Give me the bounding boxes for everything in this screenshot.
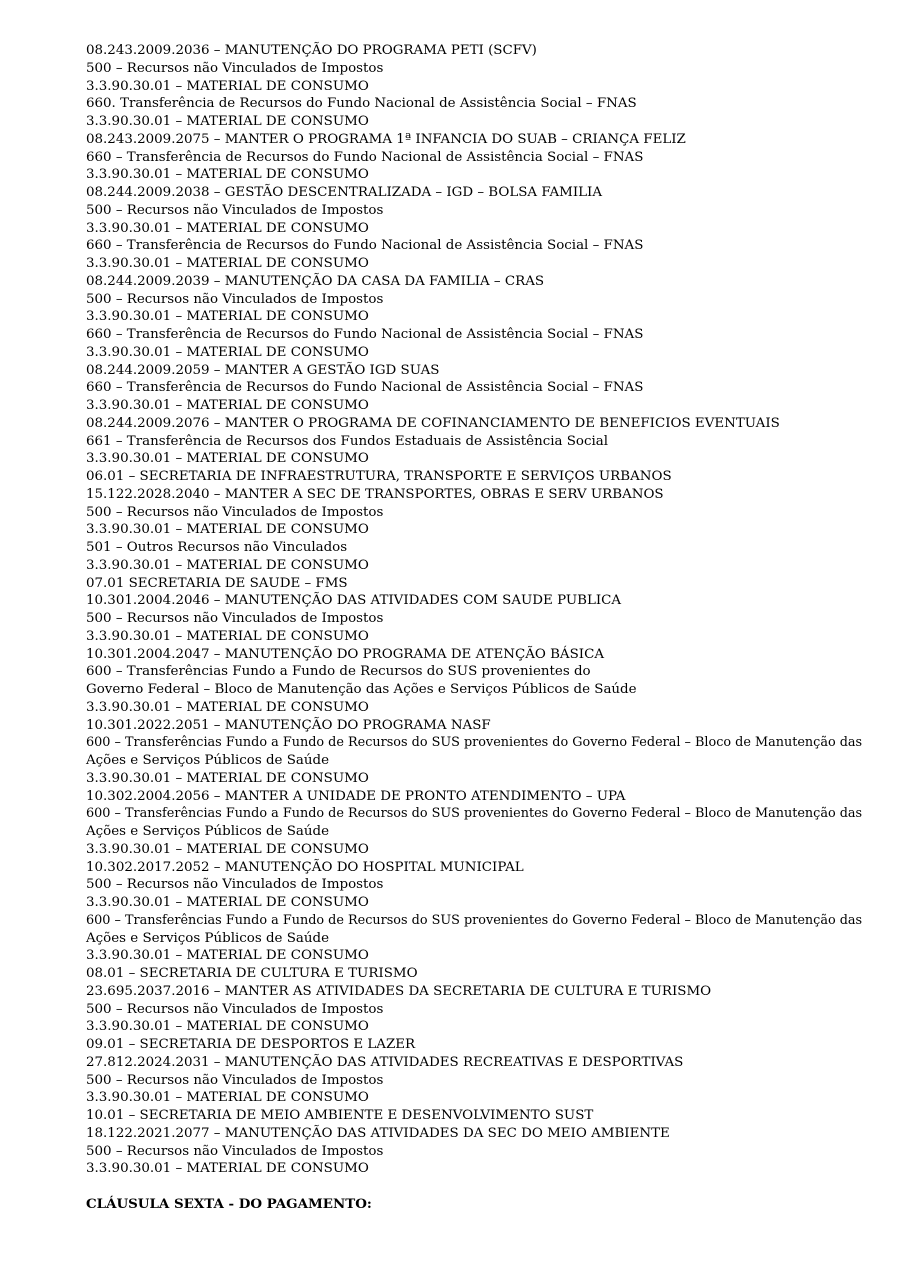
budget-allocation-list (86, 42, 866, 1178)
document-line: 3.3.90.30.01 – MATERIAL DE CONSUMO (86, 699, 369, 715)
document-line: 3.3.90.30.01 – MATERIAL DE CONSUMO (86, 78, 369, 94)
document-page (86, 42, 866, 1214)
document-line: 600 – Transferências Fundo a Fundo de Recursos do SUS provenientes do Governo Federal – Bloco de Manutenção das (86, 735, 863, 751)
document-line: 3.3.90.30.01 – MATERIAL DE CONSUMO (86, 167, 369, 183)
document-line: 3.3.90.30.01 – MATERIAL DE CONSUMO (86, 309, 369, 325)
document-line: 27.812.2024.2031 – MANUTENÇÃO DAS ATIVIDADES RECREATIVAS E DESPORTIVAS (86, 1054, 684, 1070)
document-line: 08.243.2009.2036 – MANUTENÇÃO DO PROGRAMA PETI (SCFV) (86, 43, 537, 58)
document-line: 08.244.2009.2038 – GESTÃO DESCENTRALIZADA – IGD – BOLSA FAMILIA (86, 185, 602, 200)
document-line: 08.244.2009.2039 – MANUTENÇÃO DA CASA DA FAMILIA – CRAS (86, 273, 545, 289)
document-line: 3.3.90.30.01 – MATERIAL DE CONSUMO (86, 770, 369, 786)
document-line: 660 – Transferência de Recursos do Fundo Nacional de Assistência Social – FNAS (86, 238, 644, 254)
document-line: 08.01 – SECRETARIA DE CULTURA E TURISMO (86, 966, 418, 981)
document-line: 3.3.90.30.01 – MATERIAL DE CONSUMO (86, 220, 369, 236)
document-line: 661 – Transferência de Recursos dos Fundos Estaduais de Assistência Social (86, 433, 608, 449)
document-line: 500 – Recursos não Vinculados de Impostos (86, 1001, 384, 1017)
document-line: 600 – Transferências Fundo a Fundo de Recursos do SUS provenientes do (86, 664, 591, 680)
clause-heading: CLÁUSULA SEXTA - DO PAGAMENTO: (86, 1196, 372, 1212)
document-line: 3.3.90.30.01 – MATERIAL DE CONSUMO (86, 1019, 369, 1035)
document-line: 660 – Transferência de Recursos do Fundo Nacional de Assistência Social – FNAS (86, 327, 644, 342)
document-line: 3.3.90.30.01 – MATERIAL DE CONSUMO (86, 398, 369, 413)
document-line: 600 – Transferências Fundo a Fundo de Recursos do SUS provenientes do Governo Federal – Bloco de Manutenção das (86, 912, 863, 928)
document-line: 10.302.2004.2056 – MANTER A UNIDADE DE PRONTO ATENDIMENTO – UPA (86, 788, 626, 804)
document-line: 06.01 – SECRETARIA DE INFRAESTRUTURA, TRANSPORTE E SERVIÇOS URBANOS (86, 469, 672, 484)
document-line: 10.301.2004.2046 – MANUTENÇÃO DAS ATIVIDADES COM SAUDE PUBLICA (86, 593, 622, 609)
document-line: 600 – Transferências Fundo a Fundo de Recursos do SUS provenientes do Governo Federal – Bloco de Manutenção das (86, 806, 863, 822)
document-line: 3.3.90.30.01 – MATERIAL DE CONSUMO (86, 1161, 369, 1177)
document-line: 660. Transferência de Recursos do Fundo Nacional de Assistência Social – FNAS (86, 96, 637, 112)
document-line: 10.302.2017.2052 – MANUTENÇÃO DO HOSPITAL MUNICIPAL (86, 859, 524, 875)
document-line: 23.695.2037.2016 – MANTER AS ATIVIDADES DA SECRETARIA DE CULTURA E TURISMO (86, 983, 712, 999)
document-line: 660 – Transferência de Recursos do Fundo Nacional de Assistência Social – FNAS (86, 149, 644, 165)
document-line: 3.3.90.30.01 – MATERIAL DE CONSUMO (86, 841, 369, 857)
document-line: 3.3.90.30.01 – MATERIAL DE CONSUMO (86, 451, 369, 467)
document-line: 08.244.2009.2059 – MANTER A GESTÃO IGD SUAS (86, 362, 440, 378)
document-line: 500 – Recursos não Vinculados de Impostos (86, 611, 384, 626)
document-line: 500 – Recursos não Vinculados de Impostos (86, 1072, 384, 1088)
document-line: 3.3.90.30.01 – MATERIAL DE CONSUMO (86, 256, 369, 271)
document-line: 10.01 – SECRETARIA DE MEIO AMBIENTE E DESENVOLVIMENTO SUST (86, 1108, 594, 1123)
document-line: 500 – Recursos não Vinculados de Impostos (86, 1143, 384, 1159)
document-line: 3.3.90.30.01 – MATERIAL DE CONSUMO (86, 557, 369, 573)
document-line: 09.01 – SECRETARIA DE DESPORTOS E LAZER (86, 1037, 416, 1052)
document-line: 3.3.90.30.01 – MATERIAL DE CONSUMO (86, 1090, 369, 1106)
document-line: 3.3.90.30.01 – MATERIAL DE CONSUMO (86, 114, 369, 129)
document-line: 500 – Recursos não Vinculados de Impostos (86, 291, 384, 307)
document-line: 501 – Outros Recursos não Vinculados (86, 540, 348, 555)
document-line: 500 – Recursos não Vinculados de Impostos (86, 202, 384, 218)
document-line: 07.01 SECRETARIA DE SAUDE – FMS (86, 575, 348, 591)
document-line: Ações e Serviços Públicos de Saúde (86, 753, 329, 768)
document-line: 18.122.2021.2077 – MANUTENÇÃO DAS ATIVIDADES DA SEC DO MEIO AMBIENTE (86, 1125, 670, 1141)
document-line: 3.3.90.30.01 – MATERIAL DE CONSUMO (86, 522, 369, 538)
document-line: 3.3.90.30.01 – MATERIAL DE CONSUMO (86, 628, 369, 644)
document-line: 500 – Recursos não Vinculados de Impostos (86, 60, 384, 76)
document-line: Ações e Serviços Públicos de Saúde (86, 930, 329, 946)
document-line: 660 – Transferência de Recursos do Fundo Nacional de Assistência Social – FNAS (86, 380, 644, 396)
document-line: 08.244.2009.2076 – MANTER O PROGRAMA DE COFINANCIAMENTO DE BENEFICIOS EVENTUAIS (86, 415, 780, 431)
document-line: Governo Federal – Bloco de Manutenção das Ações e Serviços Públicos de Saúde (86, 682, 637, 697)
document-line: 3.3.90.30.01 – MATERIAL DE CONSUMO (86, 948, 369, 964)
document-line: 08.243.2009.2075 – MANTER O PROGRAMA 1ª INFANCIA DO SUAB – CRIANÇA FELIZ (86, 131, 686, 147)
document-line: 500 – Recursos não Vinculados de Impostos (86, 877, 384, 893)
document-line: 10.301.2022.2051 – MANUTENÇÃO DO PROGRAMA NASF (86, 717, 491, 733)
document-line: 3.3.90.30.01 – MATERIAL DE CONSUMO (86, 895, 369, 910)
document-line: 3.3.90.30.01 – MATERIAL DE CONSUMO (86, 344, 369, 360)
document-line: 10.301.2004.2047 – MANUTENÇÃO DO PROGRAMA DE ATENÇÃO BÁSICA (86, 646, 604, 662)
document-line: 15.122.2028.2040 – MANTER A SEC DE TRANSPORTES, OBRAS E SERV URBANOS (86, 486, 664, 502)
document-line: 500 – Recursos não Vinculados de Impostos (86, 504, 384, 520)
document-line: Ações e Serviços Públicos de Saúde (86, 824, 329, 839)
